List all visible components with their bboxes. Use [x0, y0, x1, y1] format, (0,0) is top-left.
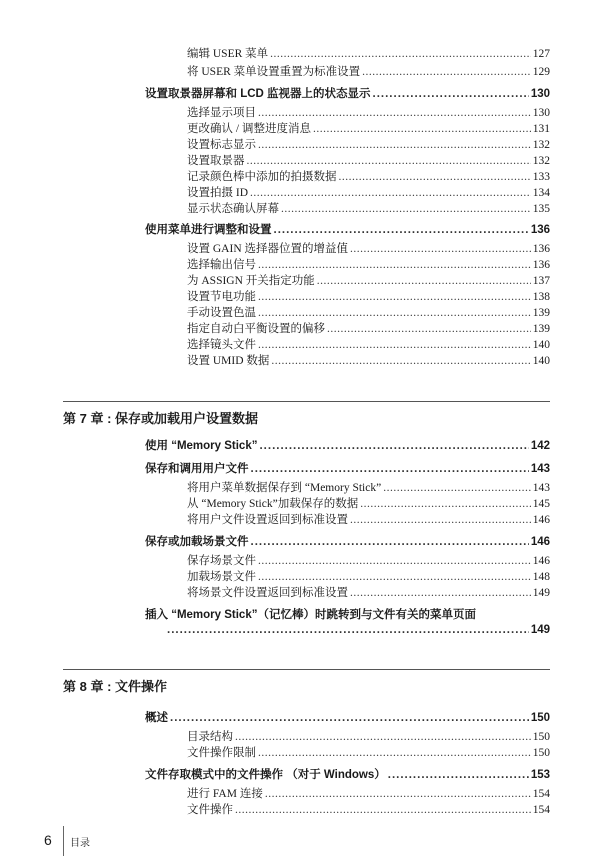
toc-section[interactable] — [145, 437, 550, 455]
toc-section-title: 使用 “Memory Stick” — [145, 440, 258, 452]
toc-entry-page: 146 — [532, 514, 550, 526]
leader-dots — [383, 482, 531, 494]
toc-entry-title: 设置标志显示 — [187, 139, 256, 151]
toc-section-title: 设置取景器屏幕和 LCD 监视器上的状态显示 — [145, 88, 371, 100]
toc-entry-page: 132 — [532, 139, 550, 151]
toc-entry-page: 138 — [532, 291, 550, 303]
toc-section-page: 142 — [530, 440, 550, 452]
toc-entry-title: 将用户文件设置返回到标准设置 — [187, 514, 348, 526]
toc-entry-page: 133 — [532, 171, 550, 183]
leader-dots — [350, 243, 531, 255]
toc-section-page: 143 — [530, 463, 550, 475]
toc-entry-page: 149 — [532, 587, 550, 599]
toc-entry[interactable] — [187, 728, 550, 744]
toc-entry-page: 134 — [532, 187, 550, 199]
toc-entry-title: 将场景文件设置返回到标准设置 — [187, 587, 348, 599]
toc-section[interactable] — [145, 766, 550, 784]
toc-entry-title: 记录颜色棒中添加的拍摄数据 — [187, 171, 337, 183]
leader-dots — [235, 731, 531, 743]
toc-entry-title: 选择镜头文件 — [187, 339, 256, 351]
leader-dots — [270, 48, 531, 60]
toc-entry-title: 将 USER 菜单设置重置为标准设置 — [187, 66, 361, 78]
toc-entry-page: 150 — [532, 747, 550, 759]
leader-dots — [258, 307, 531, 319]
toc-entry-page: 145 — [532, 498, 550, 510]
toc-entry[interactable] — [187, 256, 550, 272]
toc-entry-title: 设置 GAIN 选择器位置的增益值 — [187, 243, 348, 255]
footer-label: 目录 — [70, 838, 90, 849]
leader-dots — [250, 187, 531, 199]
leader-dots — [258, 291, 531, 303]
toc-entry-title: 设置取景器 — [187, 155, 245, 167]
leader-dots — [258, 747, 531, 759]
toc-section-title: 文件存取模式中的文件操作 （对于 Windows） — [145, 769, 386, 781]
page-number: 6 — [44, 832, 52, 848]
toc-entry-page: 136 — [532, 259, 550, 271]
toc-entry-page: 140 — [532, 339, 550, 351]
leader-dots — [258, 571, 531, 583]
toc-entry-title: 显示状态确认屏幕 — [187, 203, 279, 215]
toc-section[interactable] — [145, 709, 550, 727]
toc-entry-title: 设置 UMID 数据 — [187, 355, 270, 367]
toc-entry[interactable] — [187, 200, 550, 216]
toc-entry[interactable] — [187, 744, 550, 760]
leader-dots — [339, 171, 531, 183]
toc-entry[interactable] — [187, 168, 550, 184]
toc-entry[interactable] — [187, 785, 550, 801]
toc-entry[interactable] — [187, 320, 550, 336]
toc-entry-title: 为 ASSIGN 开关指定功能 — [187, 275, 315, 287]
leader-dots — [362, 66, 531, 78]
toc-entry[interactable] — [187, 511, 550, 527]
leader-dots — [235, 804, 531, 816]
toc-entry[interactable] — [187, 801, 550, 817]
leader-dots — [265, 788, 531, 800]
toc-entry-title: 更改确认 / 调整进度消息 — [187, 123, 311, 135]
leader-dots — [388, 769, 529, 781]
toc-entry[interactable] — [187, 568, 550, 584]
leader-dots — [258, 555, 531, 567]
toc-entry-title: 文件操作限制 — [187, 747, 256, 759]
toc-entry[interactable] — [187, 104, 550, 120]
toc-section-page: 146 — [530, 536, 550, 548]
toc-section-page: 130 — [530, 88, 550, 100]
toc-entry[interactable] — [187, 479, 550, 495]
toc-entry-page: 139 — [532, 323, 550, 335]
toc-section-page: 136 — [530, 224, 550, 236]
toc-section-page: 153 — [530, 769, 550, 781]
toc-entry-title: 指定自动白平衡设置的偏移 — [187, 323, 325, 335]
leader-dots — [373, 88, 529, 100]
toc-entry[interactable] — [187, 495, 550, 511]
leader-dots — [258, 139, 531, 151]
chapter-heading: 第 8 章 : 文件操作 — [63, 669, 550, 695]
toc-entry[interactable] — [187, 136, 550, 152]
toc-entry-page: 129 — [532, 66, 550, 78]
leader-dots — [251, 463, 529, 475]
toc-entry-title: 加载场景文件 — [187, 571, 256, 583]
footer-divider — [63, 826, 64, 856]
toc-entry-title: 手动设置色温 — [187, 307, 256, 319]
toc-entry[interactable] — [187, 352, 550, 368]
toc-entry[interactable] — [187, 304, 550, 320]
toc-section[interactable] — [145, 533, 550, 551]
toc-section[interactable] — [145, 221, 550, 239]
toc-entry[interactable] — [187, 552, 550, 568]
toc-entry[interactable] — [187, 120, 550, 136]
toc-entry-title: 保存场景文件 — [187, 555, 256, 567]
toc-entry-title: 从 “Memory Stick”加载保存的数据 — [187, 498, 359, 510]
toc-entry[interactable] — [187, 288, 550, 304]
toc-entry-title: 设置拍摄 ID — [187, 187, 249, 199]
toc-entry[interactable] — [187, 184, 550, 200]
toc-entry-title: 设置节电功能 — [187, 291, 256, 303]
leader-dots — [251, 536, 529, 548]
toc-entry[interactable] — [187, 272, 550, 288]
toc-entry-page: 139 — [532, 307, 550, 319]
toc-entry-page: 140 — [532, 355, 550, 367]
toc-section-title: 使用菜单进行调整和设置 — [145, 224, 272, 236]
toc-entry-title: 编辑 USER 菜单 — [187, 48, 269, 60]
toc-entry-page: 154 — [532, 788, 550, 800]
toc-entry[interactable] — [187, 152, 550, 168]
toc-entry-page: 132 — [532, 155, 550, 167]
toc-entry-page: 131 — [532, 123, 550, 135]
toc-entry-page: 146 — [532, 555, 550, 567]
toc-entry[interactable] — [187, 584, 550, 600]
toc-entry-page: 136 — [532, 243, 550, 255]
toc-section-title: 概述 — [145, 712, 168, 724]
toc-entry-page: 130 — [532, 107, 550, 119]
toc-entry-page: 150 — [532, 731, 550, 743]
toc-entry-page: 148 — [532, 571, 550, 583]
leader-dots — [327, 323, 531, 335]
leader-dots — [271, 355, 530, 367]
leader-dots — [350, 514, 531, 526]
toc-section-title: 保存或加载场景文件 — [145, 536, 249, 548]
toc-entry-title: 文件操作 — [187, 804, 233, 816]
leader-dots — [274, 224, 529, 236]
toc-section-page: 149 — [530, 624, 550, 636]
leader-dots — [167, 624, 529, 636]
toc-entry-title: 目录结构 — [187, 731, 233, 743]
leader-dots — [247, 155, 531, 167]
leader-dots — [170, 712, 529, 724]
toc-entry-page: 135 — [532, 203, 550, 215]
leader-dots — [360, 498, 531, 510]
leader-dots — [281, 203, 531, 215]
leader-dots — [258, 259, 531, 271]
leader-dots — [259, 440, 528, 452]
toc-section-continuation[interactable] — [167, 624, 550, 642]
leader-dots — [258, 339, 531, 351]
toc-section[interactable] — [145, 460, 550, 478]
toc-entry-title: 将用户菜单数据保存到 “Memory Stick” — [187, 482, 382, 494]
toc-entry[interactable] — [187, 240, 550, 256]
toc-entry[interactable] — [187, 63, 550, 79]
toc-entry-title: 进行 FAM 连接 — [187, 788, 263, 800]
toc-section-title: 保存和调用用户文件 — [145, 463, 249, 475]
leader-dots — [317, 275, 531, 287]
toc-entry-page: 127 — [532, 48, 550, 60]
toc-entry-title: 选择显示项目 — [187, 107, 256, 119]
leader-dots — [258, 107, 531, 119]
toc-section[interactable] — [145, 85, 550, 103]
toc-entry-page: 143 — [532, 482, 550, 494]
toc-entry-title: 选择输出信号 — [187, 259, 256, 271]
toc-section-page: 150 — [530, 712, 550, 724]
chapter-heading: 第 7 章 : 保存或加载用户设置数据 — [63, 401, 550, 427]
toc-entry[interactable] — [187, 336, 550, 352]
toc-section-title-wrapped[interactable]: 插入 “Memory Stick”（记忆棒）时跳转到与文件有关的菜单页面 — [145, 609, 476, 621]
toc-entry[interactable] — [187, 45, 550, 61]
leader-dots — [313, 123, 531, 135]
toc-entry-page: 154 — [532, 804, 550, 816]
toc-entry-page: 137 — [532, 275, 550, 287]
leader-dots — [350, 587, 531, 599]
